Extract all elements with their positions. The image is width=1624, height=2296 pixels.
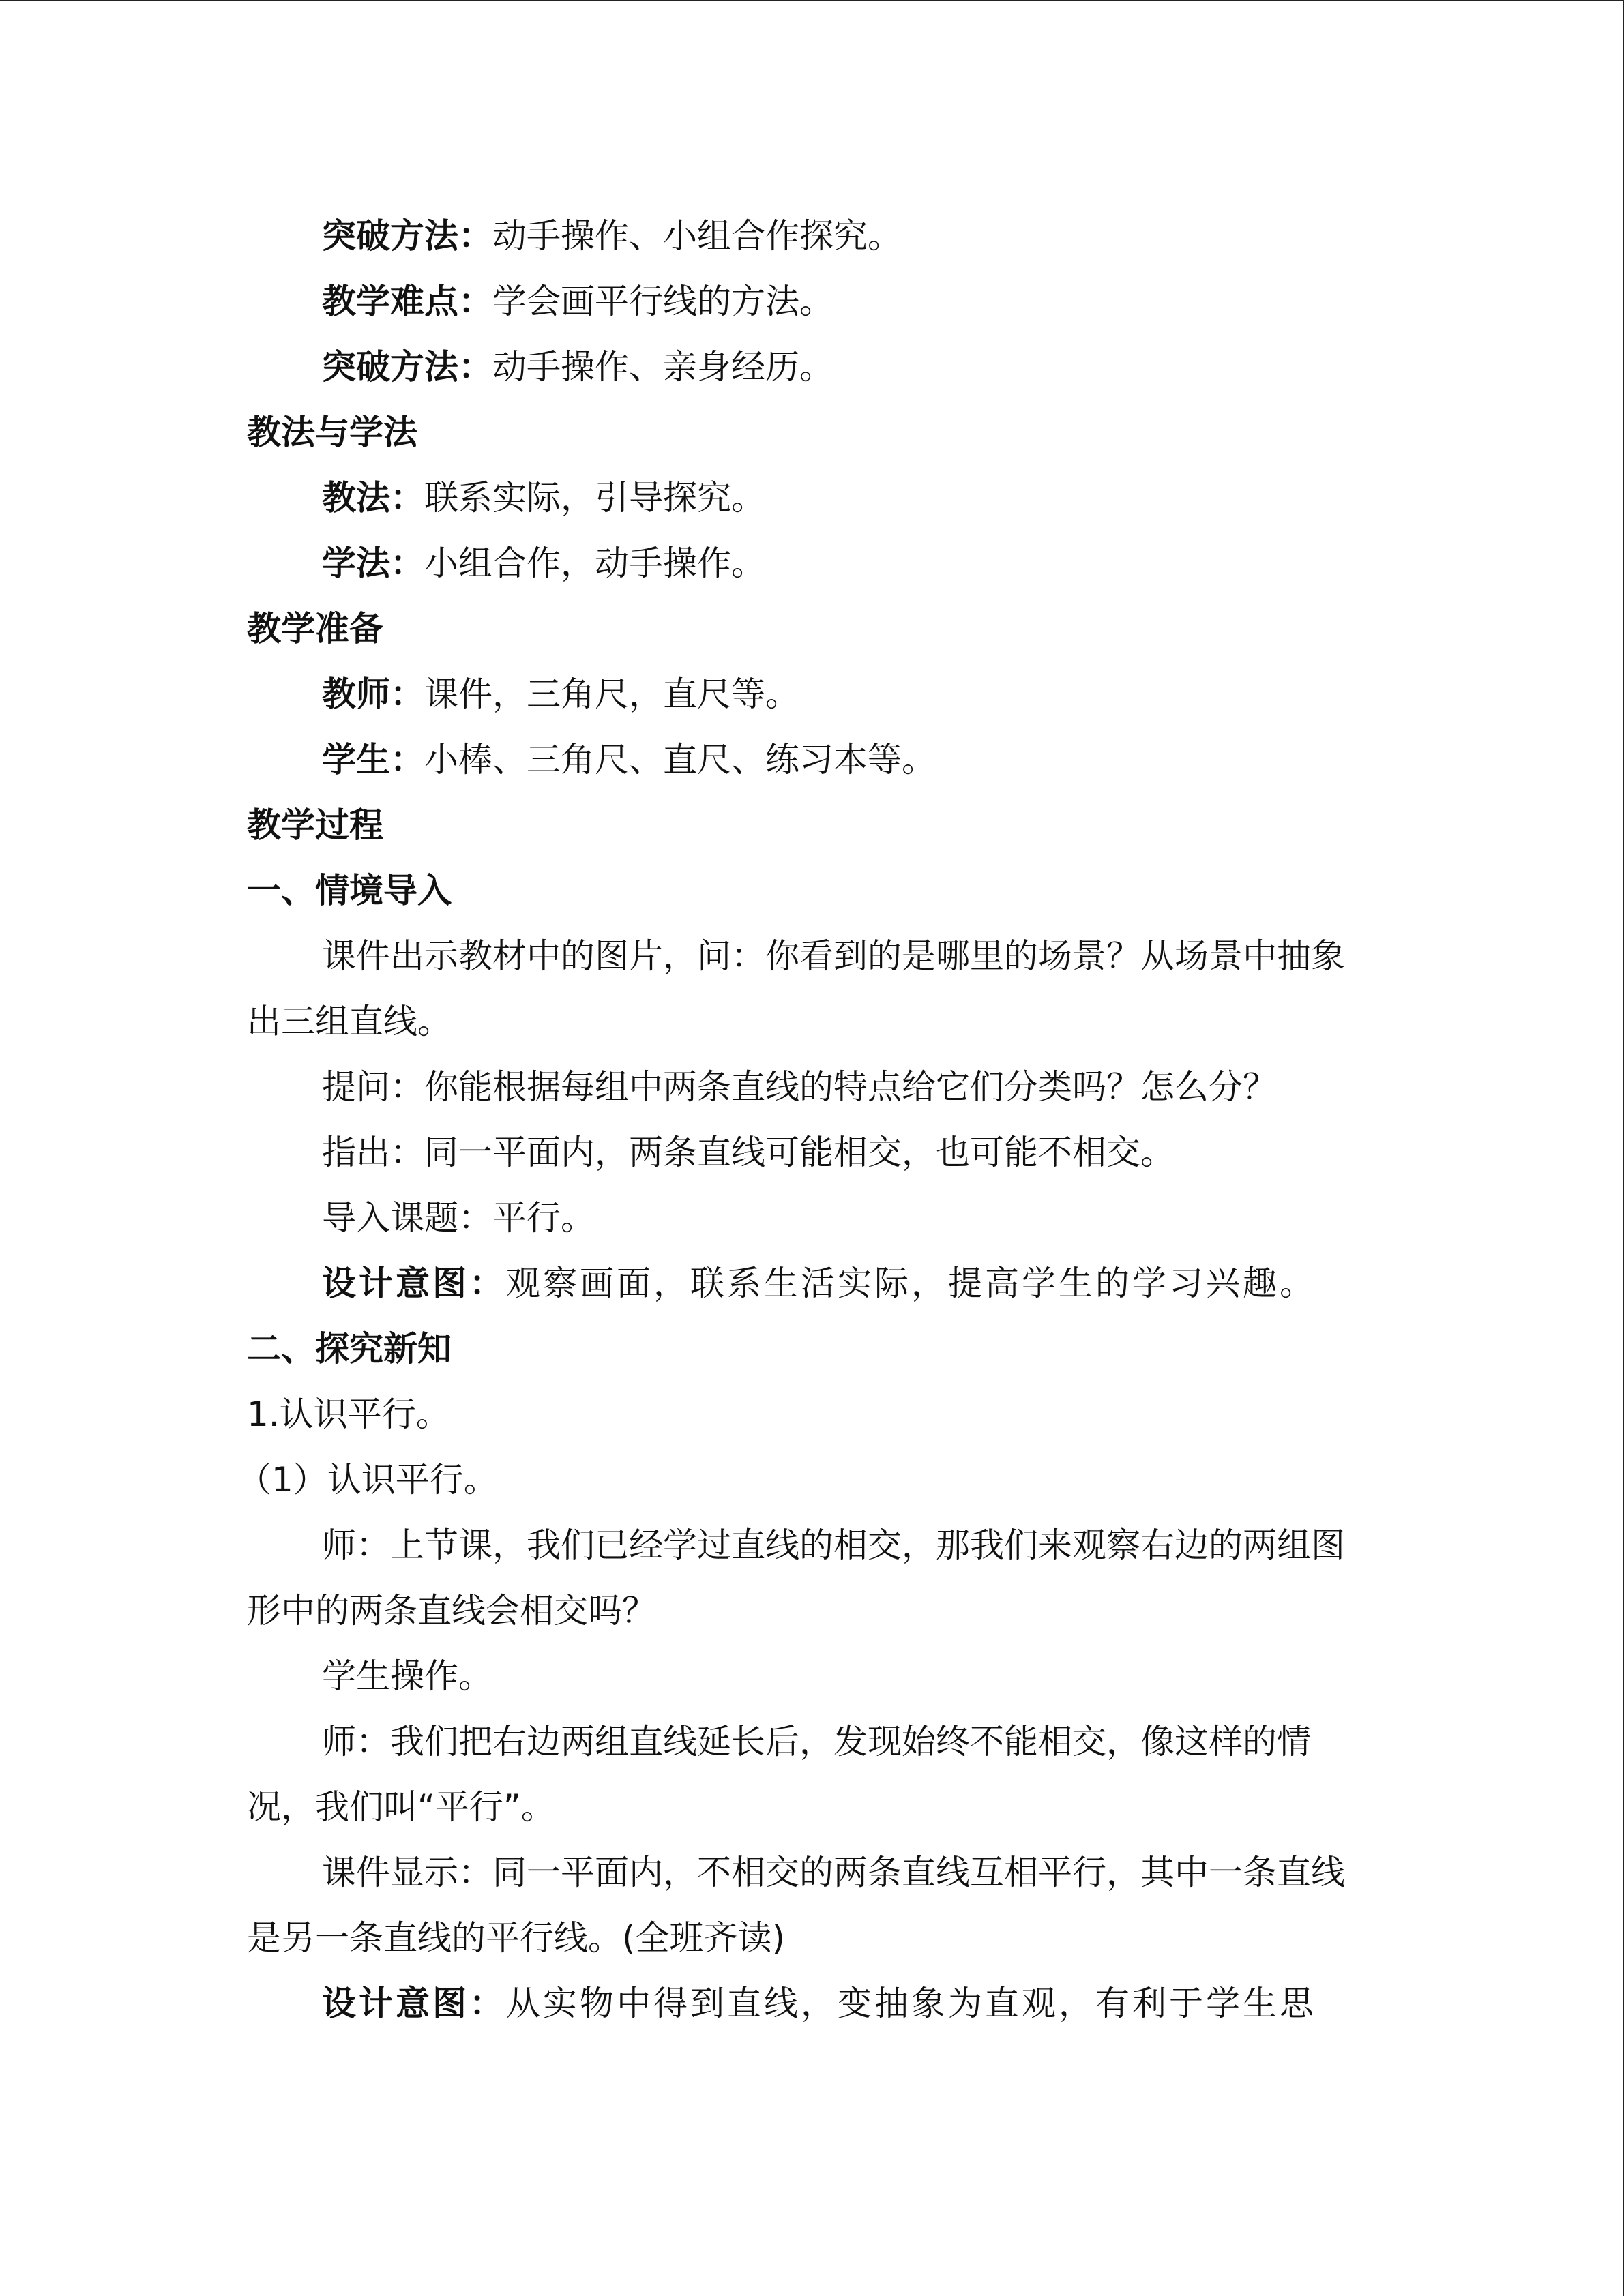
paragraph-topic: 导入课题：平行。 (322, 1198, 595, 1238)
difficulty-line (247, 269, 1355, 334)
paragraph-point-out: 指出：同一平面内，两条直线可能相交，也可能不相交。 (322, 1133, 1175, 1172)
paragraph-student-operation: 学生操作。 (322, 1656, 492, 1696)
label-breakthrough-method: 突破方法： (322, 216, 492, 256)
teaching-method-line (247, 465, 1355, 531)
text-design-intent: 观察画面，联系生活实际，提高学生的学习兴趣。 (506, 1264, 1316, 1303)
label-teaching-difficulty: 教学难点： (322, 282, 492, 321)
subitem-understand-parallel: （1）认识平行。 (237, 1460, 498, 1500)
section-heading-process: 教学过程 (247, 805, 383, 845)
text-learning-method: 小组合作，动手操作。 (424, 543, 765, 583)
text-design-intent-2: 从实物中得到直线，变抽象为直观，有利于学生思 (506, 1984, 1316, 2023)
paragraph-teacher-extend: 师：我们把右边两组直线延长后，发现始终不能相交，像这样的情况，我们叫“平行”。 (247, 1722, 1311, 1827)
label-teacher: 教师： (322, 674, 424, 714)
item-understand-parallel: 1.认识平行。 (247, 1395, 450, 1434)
teacher-prep-line (247, 661, 1355, 727)
text-teaching-difficulty: 学会画平行线的方法。 (492, 282, 833, 321)
paragraph-teacher-intro: 师：上节课，我们已经学过直线的相交，那我们来观察右边的两组图形中的两条直线会相交吗？ (247, 1525, 1345, 1630)
section-heading-scenario: 一、情境导入 (247, 871, 452, 910)
paragraph-courseware-definition: 课件显示：同一平面内，不相交的两条直线互相平行，其中一条直线是另一条直线的平行线。(全班齐读) (247, 1853, 1345, 1958)
student-prep-line (247, 727, 1355, 792)
label-teaching-method: 教法： (322, 478, 424, 518)
text-teacher: 课件，三角尺，直尺等。 (424, 674, 799, 714)
method-line-2 (247, 334, 1355, 400)
label-learning-method: 学法： (322, 543, 424, 583)
label-design-intent-2: 设计意图： (322, 1983, 506, 2023)
section-heading-explore: 二、探究新知 (247, 1329, 452, 1369)
design-intent-line-1 (247, 1251, 1355, 1316)
document-body (237, 203, 1355, 2036)
section-heading-preparation: 教学准备 (247, 609, 383, 648)
paragraph-question: 提问：你能根据每组中两条直线的特点给它们分类吗？怎么分？ (322, 1067, 1277, 1107)
design-intent-line-2 (247, 1971, 1355, 2036)
label-design-intent: 设计意图： (322, 1263, 506, 1303)
learning-method-line (247, 531, 1355, 596)
method-line-1 (247, 203, 1355, 269)
text-breakthrough-method: 动手操作、小组合作探究。 (492, 216, 902, 256)
text-teaching-method: 联系实际，引导探究。 (424, 478, 765, 518)
section-heading-methods: 教法与学法 (247, 413, 417, 452)
text-student: 小棒、三角尺、直尺、练习本等。 (424, 740, 936, 779)
label-breakthrough-method-2: 突破方法： (322, 347, 492, 387)
paragraph-courseware-image: 课件出示教材中的图片，问：你看到的是哪里的场景？从场景中抽象出三组直线。 (247, 936, 1345, 1041)
label-student: 学生： (322, 740, 424, 779)
text-breakthrough-method-2: 动手操作、亲身经历。 (492, 347, 833, 387)
